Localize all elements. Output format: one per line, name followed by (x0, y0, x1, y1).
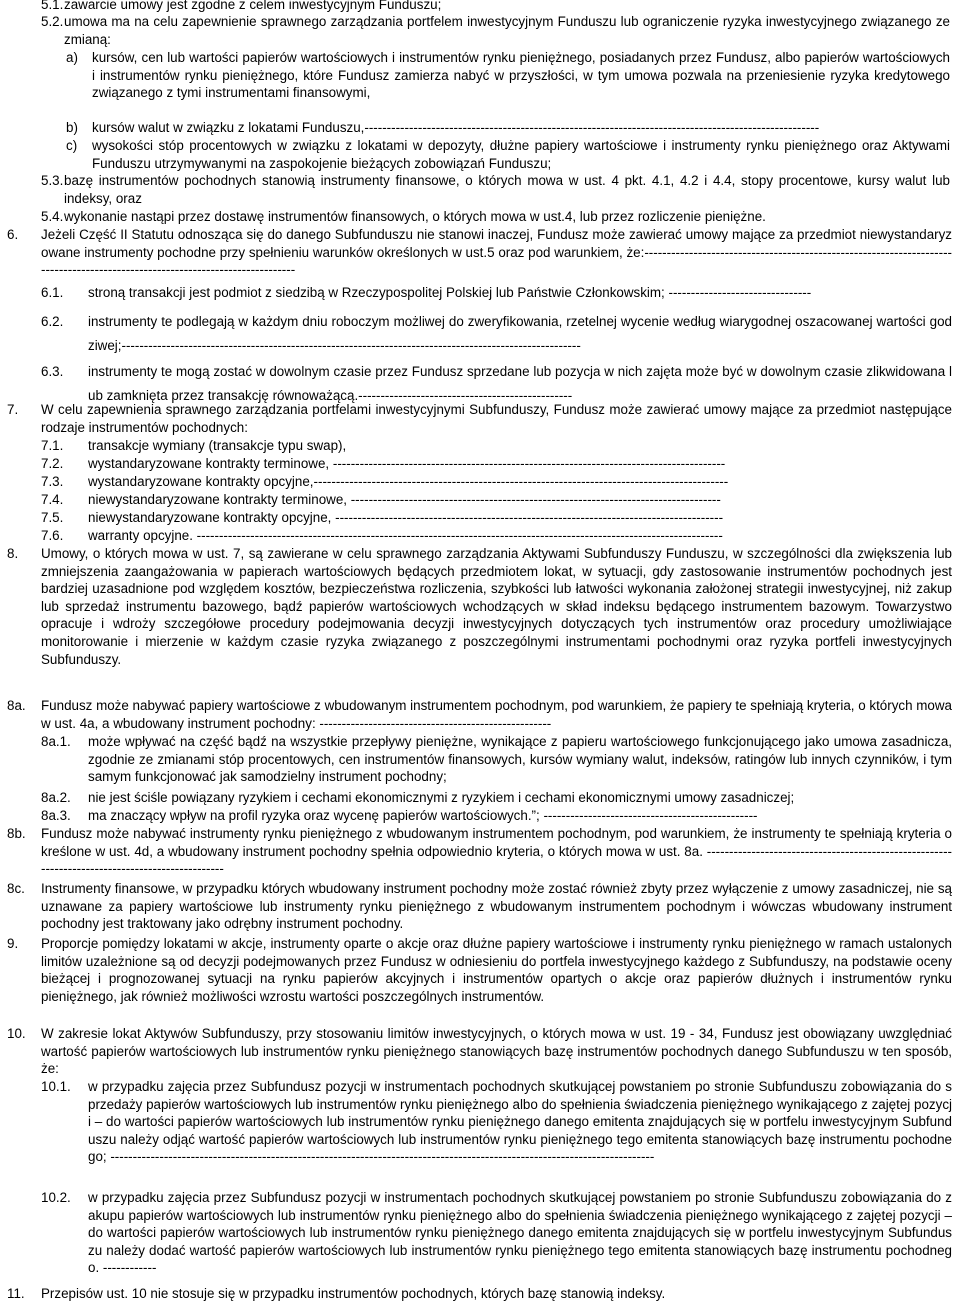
point-7 (0, 401, 952, 436)
point-7-3 (0, 473, 952, 491)
point-5-2-c (0, 137, 950, 172)
point-number: 8. (7, 546, 19, 561)
point-7-2 (0, 455, 952, 473)
point-number: c) (66, 138, 78, 153)
point-text: warranty opcyjne. ---------------------------------------------------------------------------------------------------------------------- (88, 528, 723, 543)
point-10-1 (0, 1078, 952, 1166)
point-number: a) (66, 50, 78, 65)
point-5-2 (0, 13, 950, 48)
point-text: Fundusz może nabywać instrumenty rynku pieniężnego z wbudowanym instrumentem pochodnym, pod warunkiem, że instrumenty te spełniają kryteria określone w ust. 4d, a wbudowany instrument pochodny spełnia odpowiednio kryteria, o których mowa w ust. 8a. ------------------------------------------------------------------------------------------------ (41, 826, 952, 877)
point-text: Jeżeli Część II Statutu odnosząca się do danego Subfunduszu nie stanowi inaczej, Fundusz może zawierać umowy mające za przedmiot niewystandaryzowane instrumenty pochodne przy spełnieniu warunków określonych w ust.5 oraz pod warunkiem, że:------------------------------------------------------------------------------------------------------------------------------ (41, 227, 952, 278)
point-number: 7.1. (41, 438, 64, 453)
point-8c (0, 880, 952, 933)
point-5-3 (0, 172, 950, 207)
point-text: Instrumenty finansowe, w przypadku których wbudowany instrument pochodny może zostać również zbyty przez wyłączenie z umowy zasadniczej, nie są uznawane za papiery wartościowe lub instrumenty rynku pieniężnego z wbudowanym instrumentem pochodnym i wówczas wbudowany instrument pochodny jest traktowany jako odrębny instrument pochodny. (41, 881, 952, 932)
point-number: 7.2. (41, 456, 64, 471)
point-number: 8c. (7, 881, 25, 896)
point-text: Proporcje pomiędzy lokatami w akcje, instrumenty oparte o akcje oraz dłużne papiery wartościowe i instrumenty rynku pieniężnego w ramach ustalonych limitów uzależnione są od decyzji podejmowanych przez Fundusz w odniesieniu do portfela inwestycyjnego każdego z Subfunduszy, na podstawie oceny bieżącej i prognozowanej sytuacji na rynku papierów akcyjnych i instrumentów opartych o akcje oraz papierów dłużnych i instrumentów rynku pieniężnego, jak również możliwości wzrostu wartości poszczególnych instrumentów. (41, 936, 952, 1004)
point-6-1 (0, 284, 952, 302)
point-7-6 (0, 527, 952, 545)
point-number: 8a.3. (41, 808, 71, 823)
point-number: 5.2. (41, 14, 64, 29)
point-11 (0, 1285, 952, 1303)
point-number: 7.3. (41, 474, 64, 489)
point-8b (0, 825, 952, 878)
point-8a-1 (0, 733, 952, 786)
point-number: 8a.2. (41, 790, 71, 805)
point-8a-2 (0, 789, 952, 807)
point-text: Fundusz może nabywać papiery wartościowe z wbudowanym instrumentem pochodnym, pod warunkiem, że papiery te spełniają kryteria, o których mowa w ust. 4a, a wbudowany instrument pochodny: ---------------------------------------------------- (41, 698, 952, 731)
point-number: 10.1. (41, 1079, 71, 1094)
point-text: nie jest ściśle powiązany ryzykiem i cechami ekonomicznymi z ryzykiem i cechami ekonomicznymi umowy zasadniczej; (88, 790, 795, 805)
point-6 (0, 226, 952, 279)
point-8 (0, 545, 952, 668)
point-number: 7.6. (41, 528, 64, 543)
point-9 (0, 935, 952, 1005)
point-text: wykonanie nastąpi przez dostawę instrumentów finansowych, o których mowa w ust.4, lub przez rozliczenie pieniężne. (64, 209, 766, 224)
point-text: W celu zapewnienia sprawnego zarządzania portfelami inwestycyjnymi Subfunduszy, Fundusz może zawierać umowy mające za przedmiot następujące rodzaje instrumentów pochodnych: (41, 402, 952, 435)
point-6-2 (0, 310, 952, 358)
point-7-4 (0, 491, 952, 509)
point-number: 9. (7, 936, 19, 951)
point-text: stroną transakcji jest podmiot z siedzibą w Rzeczypospolitej Polskiej lub Państwie Członkowskim; -------------------------------- (88, 285, 812, 300)
point-number: b) (66, 120, 78, 135)
point-number: 6.3. (41, 364, 64, 379)
point-8a (0, 697, 952, 732)
point-text: umowa ma na celu zapewnienie sprawnego zarządzania portfelem inwestycyjnym Funduszu lub ograniczenie ryzyka inwestycyjnego związanego ze zmianą: (64, 14, 950, 47)
point-number: 5.1. (41, 0, 64, 12)
point-text: kursów walut w związku z lokatami Funduszu,------------------------------------------------------------------------------------------------------ (92, 120, 820, 135)
point-text: wysokości stóp procentowych w związku z lokatami w depozyty, dłużne papiery wartościowe i instrumenty rynku pieniężnego oraz Aktywami Funduszu utrzymywanymi na zaspokojenie bieżących zobowiązań Funduszu; (92, 138, 950, 171)
point-text: niewystandaryzowane kontrakty opcyjne, --------------------------------------------------------------------------------------- (88, 510, 724, 525)
point-7-5 (0, 509, 952, 527)
point-number: 7. (7, 402, 19, 417)
point-number: 8b. (7, 826, 26, 841)
point-text: W zakresie lokat Aktywów Subfunduszy, przy stosowaniu limitów inwestycyjnych, o których mowa w ust. 19 - 34, Fundusz jest obowiązany uwzględniać wartość papierów wartościowych lub instrumentów rynku pieniężnego stanowiących bazę instrumentów pochodnych danego Subfunduszu w ten sposób, że: (41, 1026, 952, 1077)
point-number: 7.5. (41, 510, 64, 525)
point-5-4 (0, 208, 950, 226)
point-text: może wpływać na część bądź na wszystkie przepływy pieniężne, wynikające z papieru wartościowego funkcjonującego jako umowa zasadnicza, zgodnie ze zmianami stóp procentowych, cen instrumentów finansowych, kursów wymiany walut, indeksów, ratingów lub innych czynników, i tym samym funkcjonować jak samodzielny instrument pochodny; (88, 734, 952, 785)
point-text: transakcje wymiany (transakcje typu swap), (88, 438, 347, 453)
point-8a-3 (0, 807, 952, 825)
point-text: wystandaryzowane kontrakty terminowe, ---------------------------------------------------------------------------------------- (88, 456, 726, 471)
point-number: 5.3. (41, 173, 64, 188)
point-text: Przepisów ust. 10 nie stosuje się w przypadku instrumentów pochodnych, których bazę stanowią indeksy. (41, 1286, 666, 1301)
point-text: kursów, cen lub wartości papierów wartościowych i instrumentów rynku pieniężnego, posiadanych przez Fundusz, albo papierów wartościowych i instrumentów rynku pieniężnego, które Fundusz zamierza nabyć w przyszłości, w tym umowa pozwala na przeniesienie ryzyka kredytowego związanego z tymi instrumentami finansowymi, (92, 50, 950, 101)
point-text: wystandaryzowane kontrakty opcyjne,--------------------------------------------------------------------------------------------- (88, 474, 729, 489)
point-10-2 (0, 1189, 952, 1277)
point-number: 6.1. (41, 285, 64, 300)
point-number: 6. (7, 227, 19, 242)
point-number: 8a. (7, 698, 26, 713)
point-text: w przypadku zajęcia przez Subfundusz pozycji w instrumentach pochodnych skutkującej powstaniem po stronie Subfunduszu zobowiązania do zakupu papierów wartościowych lub instrumentów rynku pieniężnego albo do spełnienia świadczenia pieniężnego wynikającego z zajętej pozycji – do wartości papierów wartościowych lub instrumentów rynku pieniężnego danego emitenta znajdujących się w portfelu inwestycyjnym Subfunduszu należy dodać wartość papierów wartościowych lub instrumentów rynku pieniężnego tego emitenta stanowiących bazę instrumentu pochodnego. ------------ (88, 1190, 952, 1276)
point-number: 11. (7, 1286, 25, 1301)
point-text: w przypadku zajęcia przez Subfundusz pozycji w instrumentach pochodnych skutkującej powstaniem po stronie Subfunduszu zobowiązania do sprzedaży papierów wartościowych lub instrumentów rynku pieniężnego albo do spełnienia świadczenia pieniężnego wynikającego z zajętej pozycji – do wartości papierów wartościowych lub instrumentów rynku pieniężnego danego emitenta znajdujących się w portfelu inwestycyjnym Subfunduszu należy odjąć wartość papierów wartościowych lub instrumentów rynku pieniężnego tego emitenta stanowiących bazę instrumentu pochodnego; -------------------------------------------------------------------------------------------------------------------------- (88, 1079, 952, 1165)
point-5-2-a (0, 49, 950, 102)
point-number: 5.4. (41, 209, 64, 224)
point-text: Umowy, o których mowa w ust. 7, są zawierane w celu sprawnego zarządzania Aktywami Subfunduszy Funduszu, w szczególności dla zwiększenia lub zmniejszenia zaangażowania w papierach wartościowych będących przedmiotem lokat, w sytuacji, gdy zastosowanie instrumentów pochodnych jest bardziej uzasadnione pod względem kosztów, bezpieczeństwa rozliczenia, szybkości lub łatwości wykonania założonej strategii inwestycyjnej, niż zakup lub sprzedaż instrumentu bazowego, bądź papierów wartościowych wchodzących w skład indeksu będącego instrumentem bazowym. Towarzystwo opracuje i wdroży szczegółowe procedury podejmowania decyzji inwestycyjnych dotyczących tych instrumentów oraz procedury umożliwiające monitorowanie i mierzenie w każdym czasie ryzyka związanego z poszczególnymi instrumentami pochodnymi oraz ryzyka portfeli inwestycyjnych Subfunduszy. (41, 546, 952, 667)
point-text: niewystandaryzowane kontrakty terminowe, ----------------------------------------------------------------------------------- (88, 492, 721, 507)
point-text: zawarcie umowy jest zgodne z celem inwestycyjnym Funduszu; (64, 0, 442, 12)
point-number: 10. (7, 1026, 26, 1041)
point-text: bazę instrumentów pochodnych stanowią instrumenty finansowe, o których mowa w ust. 4 pkt. 4.1, 4.2 i 4.4, stopy procentowe, kursy walut lub indeksy, oraz (64, 173, 950, 206)
point-5-1 (0, 0, 950, 14)
point-7-1 (0, 437, 952, 455)
point-text: instrumenty te mogą zostać w dowolnym czasie przez Fundusz sprzedane lub pozycja w nich zajęta może być w dowolnym czasie zlikwidowana lub zamknięta przez transakcję równoważącą.------------------------------------------------ (88, 364, 952, 403)
point-text: ma znaczący wpływ na profil ryzyka oraz wycenę papierów wartościowych.”; ------------------------------------------------ (88, 808, 758, 823)
point-number: 6.2. (41, 314, 64, 329)
point-5-2-b (0, 119, 950, 137)
point-10 (0, 1025, 952, 1078)
point-text: instrumenty te podlegają w każdym dniu roboczym możliwej do zweryfikowania, rzetelnej wycenie według wiarygodnej oszacowanej wartości godziwej;------------------------------------------------------------------------------------------------------- (88, 314, 952, 353)
point-number: 8a.1. (41, 734, 71, 749)
point-number: 10.2. (41, 1190, 71, 1205)
point-number: 7.4. (41, 492, 64, 507)
